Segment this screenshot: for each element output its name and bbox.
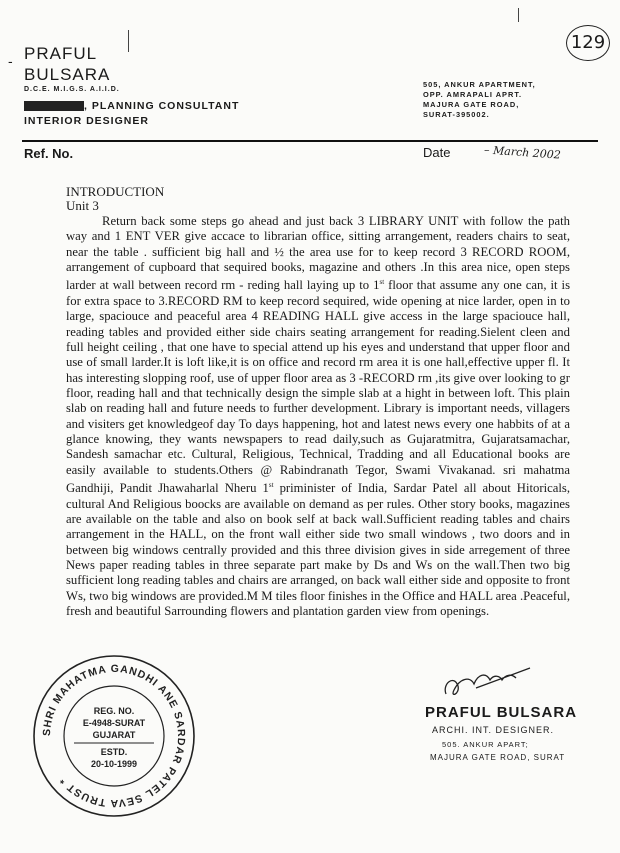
seal-reg-number: E-4948-SURAT	[82, 718, 146, 728]
ref-label: Ref. No.	[24, 146, 74, 161]
address-line: SURAT-395002.	[423, 110, 490, 119]
profession-line1: , PLANNING CONSULTANT	[84, 100, 240, 112]
redaction-mark	[24, 101, 84, 111]
seal-reg-label: REG. NO.	[93, 706, 135, 716]
handwritten-signature	[440, 664, 550, 704]
unit-heading: Unit 3	[66, 198, 99, 213]
name-line1: PRAFUL	[24, 44, 98, 63]
signatory-address-line2: MAJURA GATE ROAD, SURAT	[430, 753, 566, 762]
margin-dash: -	[8, 53, 13, 69]
seal-ring-text: SHRI MAHATMA GANDHI ANE SARDAR PATEL SEVA TRUST *	[40, 662, 188, 810]
body-paragraph: Return back some steps go ahead and just back 3 LIBRARY UNIT with follow the path way and 1 ENT VER give accace to librarian office, sitting arrangement, readers chairs to seat, near the table . sufficient big hall and ½ the area use for to keep record 3 RECORD ROOM, arrangement of cupboard that sequired books, magazine and others .In this area nice, open steps larder at wall between record rm - reding hall laying up to 1st floor that assume any one can, it is for extra space to 3.RECORD RM to keep record sequired, wide opening at nice larder, open in to large, spaciouce and peaceful area 4 READING HALL give access in the large spaciouce hall, reading tables and provided either side chairs seating arrangement for reading.Sielent cleen and full height ceiling , that one have to special attend up his eyes and understand that upper floor and use of small larder.It is loft like,it is on office and record rm area it is one hall,effective upper fl. It has interesting slopping roof, use of upper floor area as 3 -RECORD rm ,its give over looking to gr floor, reading hall and that technically design the simple slab at a hight in between loft. This plain slab on reading hall and future needs to further development. Library is important needs, villagers and visiters get knowledgeof day To days happening, hot and latest news every one habbits of at a glance knowing, they wants newspapers to read daily,such as Gujaratmitra, Gujaratsamachar, Sandesh samachar etc. Cultural, Religious, Technical, Tradding and all Educational books are easily available to students.Others @ Rabindranath Tegor, Swami Vivakanad. sri mahatma Gandhiji, Pandit Jhawaharlal Nheru 1st priminister of India, Sardar Patel all about Hitoricals, cultural And Religious boocks are available on demand as per rules. Other story books, magazines are available on the table and also on book self at back wall.Sufficient reading tables and chairs arrangement in the HALL, on the front wall either side two small windows , two doors and in between big windows centrally provided and this three division gives in side arregement of three News paper reading tables in three separate part make by Ds and Ws on the wall.Then two big sufficient long reading tables and chairs are arranged, on back wall either side and opposite to front Ws, two big windows are provided.M M tiles floor finishes in the Office and HALL area .Peaceful, fresh and beautiful Sarrounding flowers and plantation garden view from openings.	[66, 214, 571, 619]
address-block	[423, 80, 536, 120]
section-heading: INTRODUCTION	[66, 184, 165, 199]
trust-seal	[30, 652, 198, 820]
profession-line2: INTERIOR DESIGNER	[24, 115, 149, 127]
address-line: OPP. AMRAPALI APRT.	[423, 90, 523, 99]
body-text	[66, 214, 570, 619]
scan-mark	[128, 30, 129, 52]
scan-mark	[518, 8, 519, 22]
seal-state: GUJARAT	[92, 730, 136, 740]
qualifications: D.C.E. M.I.G.S. A.I.I.D.	[24, 86, 120, 93]
page-number: 129	[566, 25, 610, 61]
address-line: 505, ANKUR APARTMENT,	[423, 80, 536, 89]
address-line: MAJURA GATE ROAD,	[423, 100, 520, 109]
signatory-title: ARCHI. INT. DESIGNER.	[432, 725, 555, 735]
profession	[24, 99, 239, 129]
header-rule	[22, 140, 598, 142]
date-handwritten: – March 2002	[483, 143, 562, 162]
date-label: Date	[423, 145, 451, 160]
signatory-name: PRAFUL BULSARA	[425, 704, 578, 721]
seal-estd-date: 20-10-1999	[90, 759, 138, 769]
letterhead-name	[24, 43, 110, 85]
name-line2: BULSARA	[24, 65, 111, 84]
signatory-address-line1: 505. ANKUR APART;	[442, 740, 529, 749]
seal-estd-label: ESTD.	[100, 747, 128, 757]
